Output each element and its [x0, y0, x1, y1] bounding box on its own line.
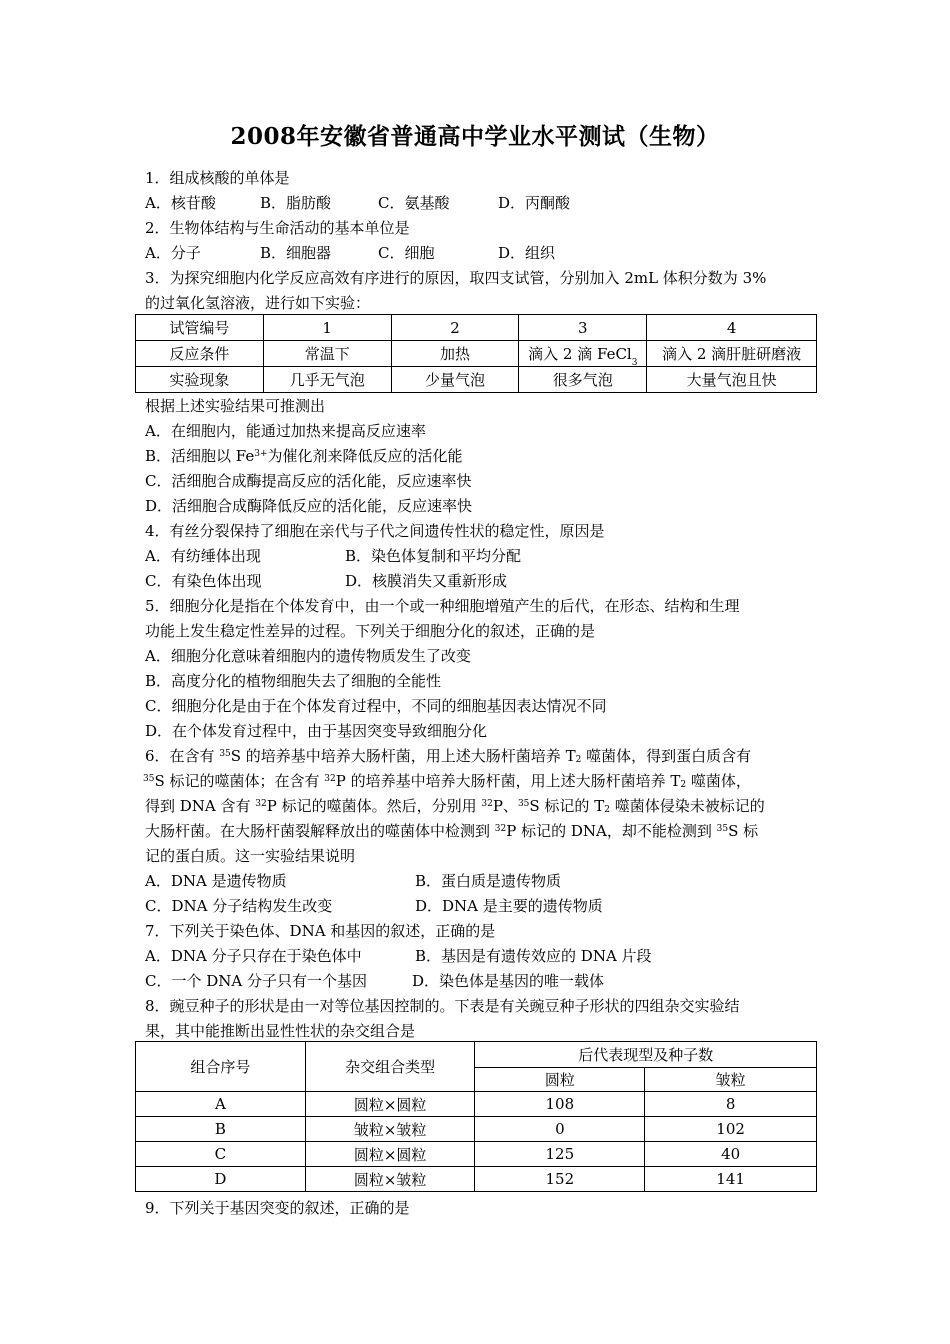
- table-cell: 圆粒×圆粒: [305, 1092, 475, 1117]
- q6-option-c: C．DNA 分子结构发生改变: [145, 897, 333, 915]
- q6-option-b: B．蛋白质是遗传物质: [415, 872, 562, 890]
- q3-stem-line2: 的过氧化氢溶液，进行如下实验：: [145, 294, 371, 312]
- table-cell: 加热: [391, 341, 519, 367]
- q6-text: S 的培养基中培养大肠杆菌，用上述大肠杆菌培养 T: [230, 747, 576, 765]
- table-cell: 108: [475, 1092, 645, 1117]
- q1-options: [145, 193, 570, 213]
- table-cell: 141: [645, 1167, 817, 1192]
- table-cell: 40: [645, 1142, 817, 1167]
- q8-cross-table: [135, 1041, 817, 1192]
- q6-text: S 标记的噬菌体；在含有: [154, 772, 325, 790]
- q6-option-d: D．DNA 是主要的遗传物质: [415, 897, 603, 915]
- q1-option-d: D．丙酮酸: [498, 194, 571, 212]
- table-cell: [519, 341, 647, 367]
- q5-stem-line1: 5．细胞分化是指在个体发育中，由一个或一种细胞增殖产生的后代，在形态、结构和生理: [145, 597, 740, 615]
- q5-option-b: B．高度分化的植物细胞失去了细胞的全能性: [145, 672, 442, 690]
- q4-option-a: A．有纺缍体出现: [145, 547, 261, 565]
- table-cell: 102: [645, 1117, 817, 1142]
- table-row: [136, 341, 817, 367]
- fe-charge-superscript: 3+: [254, 449, 268, 459]
- q6-option-a: A．DNA 是遗传物质: [145, 872, 287, 890]
- isotope-superscript: 32: [481, 799, 493, 809]
- q2-option-d: D．组织: [498, 244, 556, 262]
- q7-option-b: B．基因是有遗传效应的 DNA 片段: [415, 947, 652, 965]
- q4-options-row1: [145, 546, 521, 566]
- q5-option-d: D．在个体发育过程中，由于基因突变导致细胞分化: [145, 722, 488, 740]
- table-cell: 125: [475, 1142, 645, 1167]
- table-cell: 很多气泡: [519, 367, 647, 393]
- q2-option-c: C．细胞: [378, 244, 435, 262]
- q2-stem: 2．生物体结构与生命活动的基本单位是: [145, 219, 410, 237]
- header-offspring: 后代表现型及种子数: [475, 1042, 817, 1068]
- isotope-superscript: 35: [716, 824, 729, 834]
- table-header-row: [136, 1042, 817, 1068]
- q6-stem-line2: [143, 771, 751, 791]
- table-cell: D: [136, 1167, 306, 1192]
- table-cell: 8: [645, 1092, 817, 1117]
- table-cell: 几乎无气泡: [263, 367, 391, 393]
- phage-subscript: 2: [575, 755, 582, 765]
- q6-stem-line1: [145, 746, 751, 766]
- table-cell: 3: [519, 315, 647, 341]
- table-row: [136, 1117, 817, 1142]
- isotope-superscript: 32: [255, 799, 267, 809]
- q4-option-d: D．核膜消失又重新形成: [345, 572, 508, 590]
- table-row: [136, 367, 817, 393]
- q6-options-row1: [145, 871, 561, 891]
- q1-stem: 1．组成核酸的单体是: [145, 169, 290, 187]
- table-cell: 2: [391, 315, 519, 341]
- isotope-superscript: 35: [219, 749, 231, 759]
- table-cell: 大量气泡且快: [647, 367, 817, 393]
- q6-stem-line4: [145, 821, 758, 841]
- q3-option-a: A．在细胞内，能通过加热来提高反应速率: [145, 422, 426, 440]
- isotope-superscript: 32: [324, 774, 336, 784]
- q4-options-row2: [145, 571, 507, 591]
- q6-text: S 标: [728, 822, 759, 840]
- q3-option-b-post: 为催化剂来降低反应的活化能: [267, 447, 463, 465]
- q1-option-b: B．脂肪酸: [260, 194, 332, 212]
- q5-option-a: A．细胞分化意味着细胞内的遗传物质发生了改变: [145, 647, 471, 665]
- q3-option-d: D．活细胞合成酶降低反应的活化能，反应速率快: [145, 497, 473, 515]
- header-cross-type: 杂交组合类型: [305, 1042, 475, 1092]
- q1-option-c: C．氨基酸: [378, 194, 450, 212]
- condition-fecl-subscript: 3: [631, 358, 638, 368]
- q5-stem-line2: 功能上发生稳定性差异的过程。下列关于细胞分化的叙述，正确的是: [145, 622, 596, 640]
- q3-after-text: 根据上述实验结果可推测出: [145, 397, 326, 415]
- q3-option-b: [145, 446, 463, 466]
- page-title: 2008年安徽省普通高中学业水平测试（生物）: [230, 123, 720, 150]
- q6-options-row2: [145, 896, 603, 916]
- q8-stem-line2: 果，其中能推断出显性性状的杂交组合是: [145, 1022, 416, 1040]
- q6-text: P、: [492, 797, 518, 815]
- phage-subscript: 2: [680, 780, 687, 790]
- q1-option-a: A．核苷酸: [145, 194, 216, 212]
- table-cell: 滴入 2 滴肝脏研磨液: [647, 341, 817, 367]
- table-cell: 0: [475, 1117, 645, 1142]
- header-group-number: 组合序号: [136, 1042, 306, 1092]
- table-row: [136, 1167, 817, 1192]
- table-row: [136, 315, 817, 341]
- isotope-superscript: 35: [143, 774, 155, 784]
- row-label-condition: 反应条件: [136, 341, 264, 367]
- q9-stem: 9．下列关于基因突变的叙述，正确的是: [145, 1199, 410, 1217]
- q7-stem: 7．下列关于染色体、DNA 和基因的叙述，正确的是: [145, 922, 496, 940]
- q6-text: 大肠杆菌。在大肠杆菌裂解释放出的噬菌体中检测到: [145, 822, 495, 840]
- q2-option-b: B．细胞器: [260, 244, 332, 262]
- condition-fecl-text: 滴入 2 滴 FeCl: [528, 345, 632, 363]
- row-label-phenomenon: 实验现象: [136, 367, 264, 393]
- table-cell: 1: [263, 315, 391, 341]
- q6-text: 噬菌体侵染未被标记的: [609, 797, 765, 815]
- q3-experiment-table: [135, 314, 817, 393]
- q4-option-b: B．染色体复制和平均分配: [345, 547, 522, 565]
- table-cell: 少量气泡: [391, 367, 519, 393]
- q4-stem: 4．有丝分裂保持了细胞在亲代与子代之间遗传性状的稳定性，原因是: [145, 522, 605, 540]
- q3-option-b-pre: B．活细胞以 Fe: [145, 447, 255, 465]
- q6-text: S 标记的 T: [529, 797, 605, 815]
- q6-text: 噬菌体，得到蛋白质含有: [581, 747, 752, 765]
- q6-text: P 的培养基中培养大肠杆菌，用上述大肠杆菌培养 T: [335, 772, 681, 790]
- isotope-superscript: 35: [517, 799, 530, 809]
- q4-option-c: C．有染色体出现: [145, 572, 262, 590]
- q6-text: 6．在含有: [145, 747, 220, 765]
- q6-text: 得到 DNA 含有: [145, 797, 256, 815]
- q6-stem-line3: [145, 796, 765, 816]
- table-row: [136, 1142, 817, 1167]
- phage-subscript: 2: [604, 805, 610, 815]
- table-cell: 圆粒×圆粒: [305, 1142, 475, 1167]
- q7-options-row2: [145, 971, 604, 991]
- table-cell: A: [136, 1092, 306, 1117]
- q7-option-d: D．染色体是基因的唯一载体: [412, 972, 605, 990]
- table-cell: B: [136, 1117, 306, 1142]
- table-cell: C: [136, 1142, 306, 1167]
- q7-option-c: C．一个 DNA 分子只有一个基因: [145, 972, 367, 990]
- table-cell: 圆粒×皱粒: [305, 1167, 475, 1192]
- q7-option-a: A．DNA 分子只存在于染色体中: [145, 947, 362, 965]
- q3-option-c: C．活细胞合成酶提高反应的活化能，反应速率快: [145, 472, 472, 490]
- q6-text: P 标记的 DNA，却不能检测到: [506, 822, 717, 840]
- table-cell: 常温下: [263, 341, 391, 367]
- q3-stem-line1: 3．为探究细胞内化学反应高效有序进行的原因，取四支试管，分别加入 2mL 体积分数为 3%: [145, 269, 767, 287]
- q6-text: 噬菌体，: [686, 772, 751, 790]
- q8-stem-line1: 8．豌豆种子的形状是由一对等位基因控制的。下表是有关豌豆种子形状的四组杂交实验结: [145, 997, 740, 1015]
- header-round: 圆粒: [475, 1068, 645, 1092]
- q6-text: P 标记的噬菌体。然后，分别用: [266, 797, 482, 815]
- header-wrinkled: 皱粒: [645, 1068, 817, 1092]
- q6-stem-line5: 记的蛋白质。这一实验结果说明: [145, 847, 356, 865]
- isotope-superscript: 32: [494, 824, 507, 834]
- q2-options: [145, 243, 555, 263]
- row-label-tube-number: 试管编号: [136, 315, 264, 341]
- table-cell: 152: [475, 1167, 645, 1192]
- q2-option-a: A．分子: [145, 244, 201, 262]
- q5-option-c: C．细胞分化是由于在个体发育过程中，不同的细胞基因表达情况不同: [145, 697, 607, 715]
- table-cell: 皱粒×皱粒: [305, 1117, 475, 1142]
- table-row: [136, 1092, 817, 1117]
- table-cell: 4: [647, 315, 817, 341]
- q7-options-row1: [145, 946, 652, 966]
